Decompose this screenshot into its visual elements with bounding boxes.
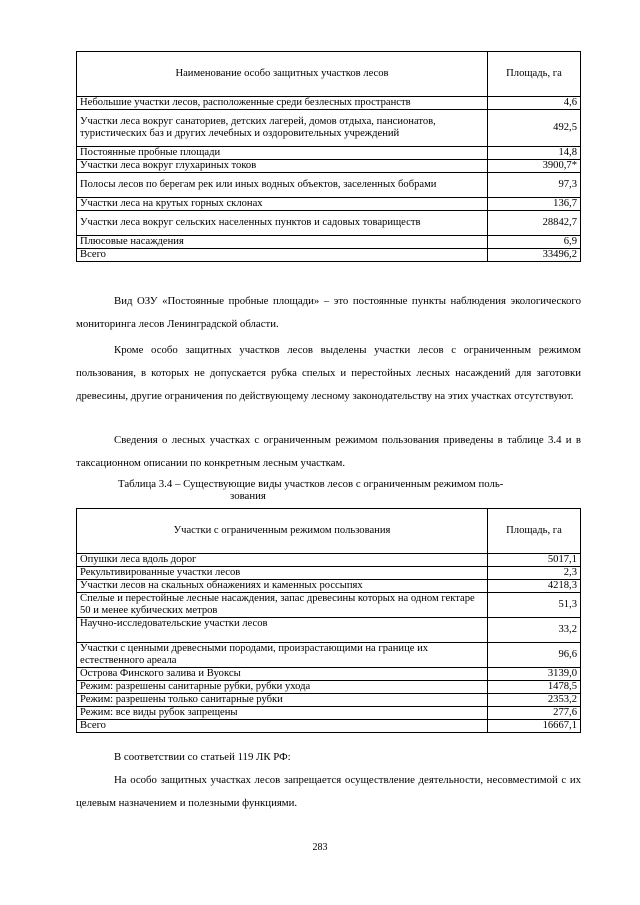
row-area: 28842,7 — [488, 211, 581, 236]
table-row — [77, 173, 581, 198]
row-area: 2,3 — [488, 567, 581, 580]
row-area: 277,6 — [488, 707, 581, 720]
paragraph-prohibition — [76, 769, 581, 815]
row-area: 33496,2 — [488, 249, 581, 262]
table-row — [77, 668, 581, 681]
row-name: Всего — [77, 720, 488, 733]
table-header-row — [77, 52, 581, 97]
row-name: Участки леса на крутых горных склонах — [77, 198, 488, 211]
row-area: 14,8 — [488, 147, 581, 160]
row-area: 97,3 — [488, 173, 581, 198]
paragraph-text: На особо защитных участках лесов запрещается осуществление деятельности, несовместимой с их целевым назначением и полезными функциями. — [76, 774, 581, 809]
paragraph-text: Кроме особо защитных участков лесов выделены участки лесов с ограниченным режимом пользования, в которых не допускается рубка спелых и перестойных лесных насаждений для заготовки древесины, другие ограничения по действующему лесному законодательству на этих участках отсутствуют. — [76, 344, 581, 402]
table-row — [77, 110, 581, 147]
table-row — [77, 236, 581, 249]
caption-line-1: Таблица 3.4 – Существующие виды участков лесов с ограниченным режимом поль- — [118, 478, 504, 490]
paragraph-article — [76, 746, 581, 769]
table-row — [77, 694, 581, 707]
table-row — [77, 160, 581, 173]
caption-line-2: зования — [230, 490, 266, 502]
row-area: 3139,0 — [488, 668, 581, 681]
table-total-row — [77, 720, 581, 733]
row-area: 1478,5 — [488, 681, 581, 694]
table-header-row — [77, 509, 581, 554]
header-area: Площадь, га — [488, 52, 581, 97]
row-name: Участки леса вокруг сельских населенных пунктов и садовых товариществ — [77, 211, 488, 236]
table-row — [77, 567, 581, 580]
table-row — [77, 97, 581, 110]
paragraph-text: В соответствии со статьей 119 ЛК РФ: — [114, 751, 291, 763]
row-area: 16667,1 — [488, 720, 581, 733]
table-row — [77, 707, 581, 720]
paragraph-text: Вид ОЗУ «Постоянные пробные площади» – это постоянные пункты наблюдения экологического мониторинга лесов Ленинградской области. — [76, 295, 581, 330]
paragraph-restricted — [76, 339, 581, 408]
row-area: 33,2 — [488, 618, 581, 643]
page-number: 283 — [312, 842, 328, 853]
row-area: 96,6 — [488, 643, 581, 668]
row-area: 136,7 — [488, 198, 581, 211]
table-row — [77, 147, 581, 160]
row-name: Опушки леса вдоль дорог — [77, 554, 488, 567]
table-row — [77, 681, 581, 694]
row-area: 5017,1 — [488, 554, 581, 567]
row-name: Участки леса вокруг глухариных токов — [77, 160, 488, 173]
row-name: Участки леса вокруг санаториев, детских лагерей, домов отдыха, пансионатов, туристических баз и других лечебных и оздоровительных учреждений — [77, 110, 488, 147]
paragraph-text: Сведения о лесных участках с ограниченным режимом пользования приведены в таблице 3.4 и в таксационном описании по конкретным лесным участкам. — [76, 434, 581, 469]
row-name: Спелые и перестойные лесные насаждения, запас древесины которых на одном гектаре 50 и менее кубических метров — [77, 593, 488, 618]
row-name: Научно-исследовательские участки лесов — [77, 618, 488, 643]
paragraph-info — [76, 429, 581, 475]
table-row — [77, 198, 581, 211]
table-row — [77, 618, 581, 643]
table-row — [77, 211, 581, 236]
protective-areas-table — [76, 51, 581, 262]
table-total-row — [77, 249, 581, 262]
table-row — [77, 554, 581, 567]
header-name: Наименование особо защитных участков лесов — [77, 52, 488, 97]
row-name: Режим: разрешены только санитарные рубки — [77, 694, 488, 707]
row-area: 4,6 — [488, 97, 581, 110]
row-name: Небольшие участки лесов, расположенные среди безлесных пространств — [77, 97, 488, 110]
row-area: 3900,7* — [488, 160, 581, 173]
table-row — [77, 593, 581, 618]
row-area: 492,5 — [488, 110, 581, 147]
row-area: 51,3 — [488, 593, 581, 618]
row-area: 6,9 — [488, 236, 581, 249]
row-name: Участки с ценными древесными породами, произрастающими на границе их естественного ареала — [77, 643, 488, 668]
row-name: Рекультивированные участки лесов — [77, 567, 488, 580]
row-name: Постоянные пробные площади — [77, 147, 488, 160]
row-name: Всего — [77, 249, 488, 262]
row-name: Режим: все виды рубок запрещены — [77, 707, 488, 720]
restricted-areas-table — [76, 508, 581, 733]
header-area: Площадь, га — [488, 509, 581, 554]
row-name: Режим: разрешены санитарные рубки, рубки ухода — [77, 681, 488, 694]
table-row — [77, 580, 581, 593]
row-area: 4218,3 — [488, 580, 581, 593]
header-name: Участки с ограниченным режимом пользования — [77, 509, 488, 554]
row-area: 2353,2 — [488, 694, 581, 707]
row-name: Плюсовые насаждения — [77, 236, 488, 249]
row-name: Полосы лесов по берегам рек или иных водных объектов, заселенных бобрами — [77, 173, 488, 198]
table-row — [77, 643, 581, 668]
row-name: Участки лесов на скальных обнажениях и каменных россыпях — [77, 580, 488, 593]
table-caption — [118, 478, 578, 502]
row-name: Острова Финского залива и Вуоксы — [77, 668, 488, 681]
paragraph-ozu — [76, 290, 581, 336]
